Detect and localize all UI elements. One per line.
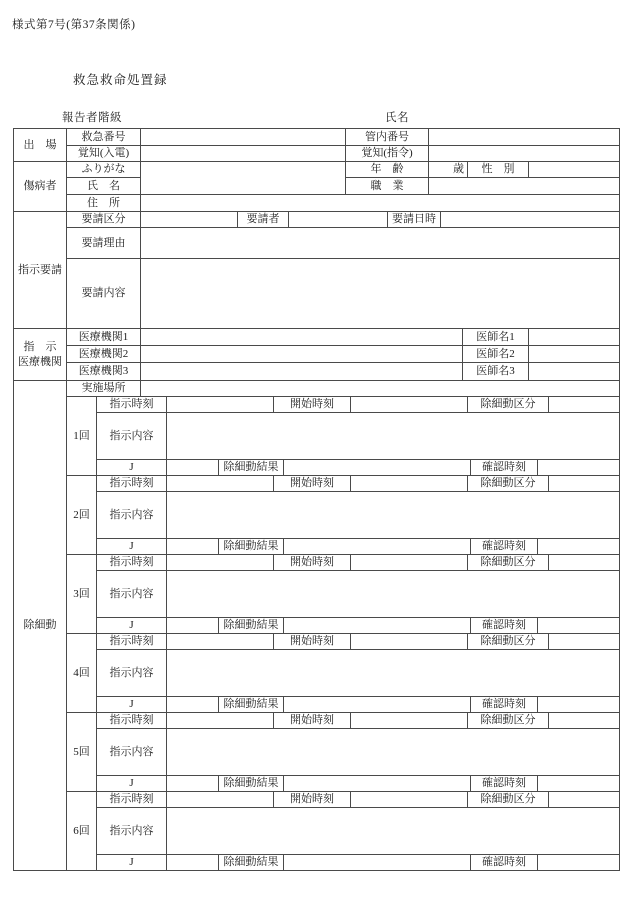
doctor-3-label: 医師名3	[463, 363, 529, 381]
furigana-label: ふりがな	[67, 162, 141, 178]
request-category-input[interactable]	[141, 212, 238, 228]
round-2-joule-label: J	[97, 539, 167, 555]
section-institutions	[14, 329, 620, 381]
requester-label: 要請者	[238, 212, 289, 228]
awareness-order-input[interactable]	[429, 146, 620, 162]
section-request	[14, 212, 620, 329]
round-1-result-label: 除細動結果	[219, 460, 284, 476]
request-datetime-input[interactable]	[441, 212, 620, 228]
defib-place-input[interactable]	[141, 381, 620, 397]
round-6-result-label: 除細動結果	[219, 855, 284, 871]
request-category-label: 要請区分	[67, 212, 141, 228]
round-5-category-label: 除細動区分	[468, 713, 549, 729]
defib-round-6-number: 6回	[67, 792, 97, 871]
round-2-joule-input[interactable]	[167, 539, 219, 555]
round-1-category-label: 除細動区分	[468, 397, 549, 413]
round-3-instruction-content-input[interactable]	[167, 571, 620, 618]
round-6-confirm-time-label: 確認時刻	[471, 855, 538, 871]
round-4-instruction-time-label: 指示時刻	[97, 634, 167, 650]
round-6-instruction-content-input[interactable]	[167, 808, 620, 855]
round-4-instruction-time-input[interactable]	[167, 634, 274, 650]
institution-3-input[interactable]	[141, 363, 463, 381]
round-3-confirm-time-input[interactable]	[538, 618, 620, 634]
round-1-result-input[interactable]	[284, 460, 471, 476]
round-4-confirm-time-input[interactable]	[538, 697, 620, 713]
round-5-result-label: 除細動結果	[219, 776, 284, 792]
round-2-category-label: 除細動区分	[468, 476, 549, 492]
round-6-instruction-content-label: 指示内容	[97, 808, 167, 855]
institutions-group-label	[14, 329, 67, 381]
institution-3-label: 医療機関3	[67, 363, 141, 381]
round-5-confirm-time-input[interactable]	[538, 776, 620, 792]
round-3-instruction-time-input[interactable]	[167, 555, 274, 571]
round-5-joule-label: J	[97, 776, 167, 792]
requester-input[interactable]	[289, 212, 388, 228]
defib-round-2-number: 2回	[67, 476, 97, 555]
round-5-start-time-input[interactable]	[351, 713, 468, 729]
reporter-rank-label: 報告者階級	[62, 112, 122, 124]
awareness-order-label: 覚知(指令)	[346, 146, 429, 162]
round-1-instruction-time-label: 指示時刻	[97, 397, 167, 413]
round-5-start-time-label: 開始時刻	[274, 713, 351, 729]
round-1-start-time-input[interactable]	[351, 397, 468, 413]
round-2-category-input[interactable]	[549, 476, 620, 492]
round-3-instruction-content-label: 指示内容	[97, 571, 167, 618]
district-number-input[interactable]	[429, 129, 620, 146]
ambulance-number-label: 救急番号	[67, 129, 141, 146]
ambulance-number-input[interactable]	[141, 129, 346, 146]
round-4-category-input[interactable]	[549, 634, 620, 650]
round-3-start-time-label: 開始時刻	[274, 555, 351, 571]
defib-round-5	[67, 713, 620, 792]
section-dispatch	[14, 129, 620, 162]
round-2-result-label: 除細動結果	[219, 539, 284, 555]
round-5-instruction-time-input[interactable]	[167, 713, 274, 729]
round-1-confirm-time-label: 確認時刻	[471, 460, 538, 476]
defib-round-6	[67, 792, 620, 871]
institution-1-label: 医療機関1	[67, 329, 141, 346]
request-content-input[interactable]	[141, 259, 620, 329]
dispatch-group-label: 出 場	[14, 129, 67, 162]
doctor-1-input[interactable]	[529, 329, 620, 346]
round-1-category-input[interactable]	[549, 397, 620, 413]
round-1-instruction-content-input[interactable]	[167, 413, 620, 460]
round-4-joule-input[interactable]	[167, 697, 219, 713]
request-group-label: 指示要請	[14, 212, 67, 329]
round-6-category-label: 除細動区分	[468, 792, 549, 808]
round-6-joule-label: J	[97, 855, 167, 871]
round-4-instruction-content-label: 指示内容	[97, 650, 167, 697]
defib-round-1-number: 1回	[67, 397, 97, 476]
round-3-category-input[interactable]	[549, 555, 620, 571]
request-reason-input[interactable]	[141, 228, 620, 259]
round-6-instruction-time-label: 指示時刻	[97, 792, 167, 808]
form-title: 救急救命処置録	[73, 73, 168, 87]
defib-round-4	[67, 634, 620, 713]
defib-round-5-number: 5回	[67, 713, 97, 792]
round-3-instruction-time-label: 指示時刻	[97, 555, 167, 571]
address-input[interactable]	[141, 195, 620, 212]
round-6-result-input[interactable]	[284, 855, 471, 871]
patient-group-label: 傷病者	[14, 162, 67, 212]
round-2-start-time-label: 開始時刻	[274, 476, 351, 492]
round-1-instruction-time-input[interactable]	[167, 397, 274, 413]
request-datetime-label: 要請日時	[388, 212, 441, 228]
address-label: 住 所	[67, 195, 141, 212]
awareness-call-input[interactable]	[141, 146, 346, 162]
defib-round-2	[67, 476, 620, 555]
defib-round-3	[67, 555, 620, 634]
round-4-confirm-time-label: 確認時刻	[471, 697, 538, 713]
round-5-instruction-content-label: 指示内容	[97, 729, 167, 776]
round-4-instruction-content-input[interactable]	[167, 650, 620, 697]
defib-round-4-number: 4回	[67, 634, 97, 713]
district-number-label: 管内番号	[346, 129, 429, 146]
doctor-2-input[interactable]	[529, 346, 620, 363]
institutions-group-label-line2: 医療機関	[18, 355, 62, 368]
round-4-start-time-input[interactable]	[351, 634, 468, 650]
form-number: 様式第7号(第37条関係)	[12, 19, 136, 31]
round-2-start-time-input[interactable]	[351, 476, 468, 492]
round-6-start-time-label: 開始時刻	[274, 792, 351, 808]
age-input[interactable]	[429, 162, 468, 178]
doctor-2-label: 医師名2	[463, 346, 529, 363]
doctor-1-label: 医師名1	[463, 329, 529, 346]
defib-round-1	[67, 397, 620, 476]
round-1-start-time-label: 開始時刻	[274, 397, 351, 413]
section-patient	[14, 162, 620, 212]
round-1-joule-label: J	[97, 460, 167, 476]
round-4-result-label: 除細動結果	[219, 697, 284, 713]
institution-1-input[interactable]	[141, 329, 463, 346]
doctor-3-input[interactable]	[529, 363, 620, 381]
reporter-name-label: 氏名	[385, 112, 409, 124]
round-3-start-time-input[interactable]	[351, 555, 468, 571]
round-5-confirm-time-label: 確認時刻	[471, 776, 538, 792]
round-1-confirm-time-input[interactable]	[538, 460, 620, 476]
institution-2-input[interactable]	[141, 346, 463, 363]
round-5-category-input[interactable]	[549, 713, 620, 729]
institution-2-label: 医療機関2	[67, 346, 141, 363]
round-5-joule-input[interactable]	[167, 776, 219, 792]
round-1-instruction-content-label: 指示内容	[97, 413, 167, 460]
round-5-instruction-content-input[interactable]	[167, 729, 620, 776]
round-4-result-input[interactable]	[284, 697, 471, 713]
patient-name-input[interactable]	[141, 162, 346, 195]
occupation-label: 職 業	[346, 178, 429, 195]
round-3-category-label: 除細動区分	[468, 555, 549, 571]
awareness-call-label: 覚知(入電)	[67, 146, 141, 162]
age-unit-label: 歳	[453, 163, 464, 175]
round-3-joule-input[interactable]	[167, 618, 219, 634]
section-defibrillation	[14, 381, 620, 871]
round-2-instruction-time-input[interactable]	[167, 476, 274, 492]
age-label: 年 齢	[346, 162, 429, 178]
defib-group-label: 除細動	[14, 381, 67, 871]
round-6-joule-input[interactable]	[167, 855, 219, 871]
round-2-confirm-time-input[interactable]	[538, 539, 620, 555]
occupation-input[interactable]	[429, 178, 620, 195]
patient-name-label: 氏 名	[67, 178, 141, 195]
round-4-start-time-label: 開始時刻	[274, 634, 351, 650]
round-2-instruction-time-label: 指示時刻	[97, 476, 167, 492]
round-6-instruction-time-input[interactable]	[167, 792, 274, 808]
round-2-instruction-content-input[interactable]	[167, 492, 620, 539]
sex-input[interactable]	[529, 162, 620, 178]
round-3-result-input[interactable]	[284, 618, 471, 634]
request-content-label: 要請内容	[67, 259, 141, 329]
round-5-instruction-time-label: 指示時刻	[97, 713, 167, 729]
round-4-joule-label: J	[97, 697, 167, 713]
round-5-result-input[interactable]	[284, 776, 471, 792]
round-6-confirm-time-input[interactable]	[538, 855, 620, 871]
defib-place-label: 実施場所	[67, 381, 141, 397]
round-3-joule-label: J	[97, 618, 167, 634]
defib-round-3-number: 3回	[67, 555, 97, 634]
sex-label: 性 別	[468, 162, 529, 178]
round-2-confirm-time-label: 確認時刻	[471, 539, 538, 555]
round-3-confirm-time-label: 確認時刻	[471, 618, 538, 634]
request-reason-label: 要請理由	[67, 228, 141, 259]
round-2-result-input[interactable]	[284, 539, 471, 555]
institutions-group-label-line1: 指 示	[23, 340, 57, 353]
form-table	[13, 128, 620, 871]
round-6-start-time-input[interactable]	[351, 792, 468, 808]
round-1-joule-input[interactable]	[167, 460, 219, 476]
round-6-category-input[interactable]	[549, 792, 620, 808]
round-3-result-label: 除細動結果	[219, 618, 284, 634]
round-4-category-label: 除細動区分	[468, 634, 549, 650]
round-2-instruction-content-label: 指示内容	[97, 492, 167, 539]
